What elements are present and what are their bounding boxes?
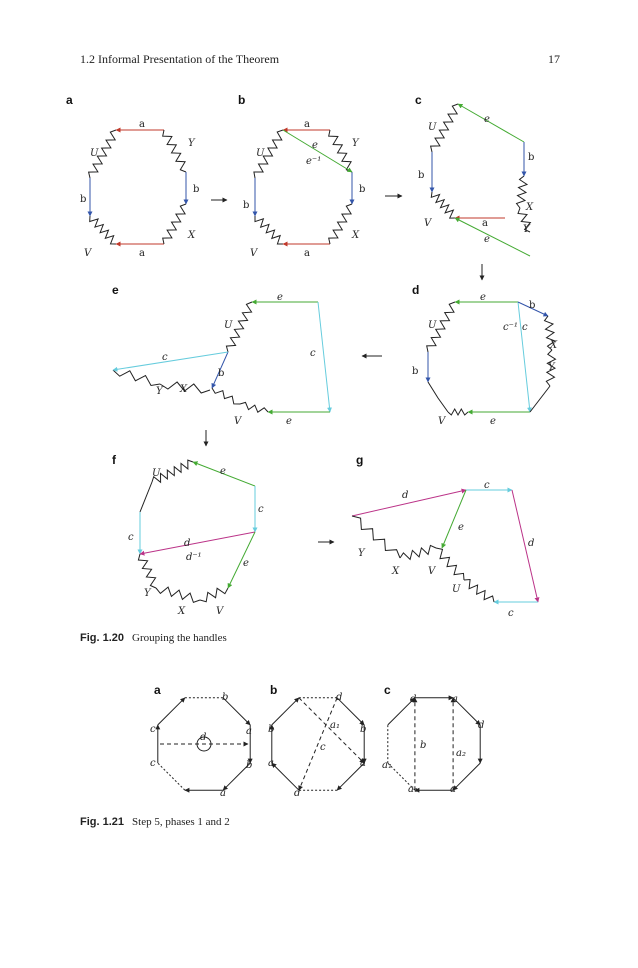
edge-label: c bbox=[128, 532, 134, 543]
edge-label: a bbox=[268, 758, 274, 769]
edge-label: V bbox=[424, 218, 432, 229]
edge-label: d bbox=[410, 694, 417, 705]
edge-label: V bbox=[216, 606, 224, 617]
edge-label: Y bbox=[358, 548, 365, 559]
panel-label: g bbox=[356, 453, 364, 467]
edge-label: a₂ bbox=[456, 748, 466, 759]
edge-label: b bbox=[412, 366, 419, 377]
page-number: 17 bbox=[548, 52, 560, 66]
edge-label: e bbox=[458, 522, 464, 533]
panel-label: b bbox=[238, 93, 246, 107]
edge-label: e bbox=[277, 292, 283, 303]
panel-label: f bbox=[112, 453, 116, 467]
zigzag-boundary bbox=[163, 204, 186, 244]
panel-label: c bbox=[415, 93, 422, 107]
zigzag-boundary bbox=[212, 388, 240, 404]
edge-label: U bbox=[152, 468, 161, 479]
zigzag-boundary bbox=[138, 554, 156, 588]
edge-label: a bbox=[360, 758, 366, 769]
edge-label: U bbox=[452, 584, 461, 595]
edge-label: d bbox=[200, 732, 207, 743]
edge-label: e bbox=[312, 140, 318, 151]
edge-label: U bbox=[428, 320, 437, 331]
figure-1-21-text: Step 5, phases 1 and 2 bbox=[132, 816, 230, 828]
zigzag-boundary bbox=[163, 130, 186, 172]
panel-label: a bbox=[66, 93, 73, 107]
zigzag-boundary bbox=[464, 580, 494, 603]
edge-label: a bbox=[452, 694, 458, 705]
edge-label: a bbox=[304, 248, 310, 259]
edge-label: b bbox=[360, 724, 367, 735]
edge-label: c bbox=[150, 758, 156, 769]
edge-label: d bbox=[184, 538, 191, 549]
edge-arrow bbox=[455, 218, 530, 256]
edge-label: a bbox=[482, 218, 488, 229]
figure-1-21-label: Fig. 1.21 bbox=[80, 816, 125, 828]
edge-label: b bbox=[80, 194, 87, 205]
edge-label: Y bbox=[523, 224, 530, 235]
edge-label: X bbox=[352, 230, 360, 241]
edge-label: a bbox=[220, 788, 226, 799]
zigzag-boundary bbox=[436, 548, 464, 580]
edge-label: U bbox=[224, 320, 233, 331]
zigzag-boundary bbox=[113, 370, 160, 386]
zigzag-boundary bbox=[400, 545, 436, 559]
edge-label: V bbox=[84, 248, 92, 259]
edge-label: V bbox=[428, 566, 436, 577]
edge-label: U bbox=[428, 122, 437, 133]
edge-label: Y bbox=[144, 588, 151, 599]
zigzag-boundary bbox=[329, 130, 352, 172]
edge-arrow bbox=[228, 532, 255, 588]
edge-arrow bbox=[140, 532, 255, 554]
edge-label: c bbox=[258, 504, 264, 515]
edge-label: b bbox=[418, 170, 425, 181]
edge-arrow bbox=[442, 490, 466, 548]
edge-label: d bbox=[528, 538, 535, 549]
edge-label: X bbox=[180, 384, 188, 395]
edge-arrow bbox=[140, 482, 152, 512]
zigzag-boundary bbox=[431, 192, 455, 218]
edge-label: b bbox=[268, 724, 275, 735]
zigzag-boundary bbox=[240, 402, 268, 412]
panel-label: d bbox=[412, 283, 420, 297]
edge-label: a₁ bbox=[408, 784, 418, 795]
edge-label: e⁻¹ bbox=[306, 156, 322, 167]
edge-label: c bbox=[150, 724, 156, 735]
edge-label: a₁ bbox=[382, 760, 392, 771]
edge-arrow bbox=[158, 698, 185, 725]
edge-label: e bbox=[484, 234, 490, 245]
edge-label: e bbox=[220, 466, 226, 477]
edge-arrow bbox=[458, 104, 524, 142]
edge-label: V bbox=[438, 416, 446, 427]
zigzag-boundary bbox=[329, 204, 352, 244]
section-title: 1.2 Informal Presentation of the Theorem bbox=[80, 52, 280, 66]
edge-arrow bbox=[158, 763, 185, 790]
edge-label: b bbox=[420, 740, 427, 751]
zigzag-boundary bbox=[200, 588, 228, 602]
edge-label: a bbox=[139, 119, 145, 130]
edge-label: a bbox=[139, 248, 145, 259]
zigzag-boundary bbox=[448, 409, 468, 415]
zigzag-boundary bbox=[156, 587, 200, 602]
edge-label: a bbox=[304, 119, 310, 130]
edge-label: d bbox=[402, 490, 409, 501]
edge-label: c bbox=[310, 348, 316, 359]
edge-label: U bbox=[256, 148, 265, 159]
edge-label: c bbox=[162, 352, 168, 363]
panel-label: a bbox=[154, 683, 161, 697]
edge-label: a bbox=[246, 726, 252, 737]
edge-label: b bbox=[359, 184, 366, 195]
panel-label: e bbox=[112, 283, 119, 297]
edge-label: U bbox=[90, 148, 99, 159]
edge-label: b bbox=[528, 152, 535, 163]
edge-label: Y bbox=[188, 138, 195, 149]
edge-arrow bbox=[352, 490, 466, 516]
edge-label: b bbox=[193, 184, 200, 195]
edge-label: b bbox=[246, 760, 253, 771]
edge-label: b bbox=[529, 300, 536, 311]
polygon-edge bbox=[428, 382, 448, 412]
edge-label: e bbox=[286, 416, 292, 427]
edge-label: c bbox=[484, 480, 490, 491]
figure-1-20-caption bbox=[80, 632, 227, 644]
edge-arrow bbox=[318, 302, 330, 412]
edge-arrow bbox=[272, 763, 299, 790]
edge-label: d bbox=[478, 720, 485, 731]
edge-arrow bbox=[272, 698, 299, 725]
edge-label: c⁻¹ bbox=[503, 322, 518, 333]
edge-label: X bbox=[550, 340, 558, 351]
edge-arrow bbox=[518, 302, 530, 412]
edge-label: d⁻¹ bbox=[186, 552, 202, 563]
edge-label: d bbox=[336, 692, 343, 703]
edge-label: V bbox=[250, 248, 258, 259]
edge-label: a₁ bbox=[330, 720, 340, 731]
edge-label: e bbox=[480, 292, 486, 303]
figure-1-21-caption bbox=[80, 816, 230, 828]
polygon-edge bbox=[530, 386, 550, 412]
figure-1-20-text: Grouping the handles bbox=[132, 632, 227, 644]
edge-label: b bbox=[243, 200, 250, 211]
edge-label: c bbox=[508, 608, 514, 619]
edge-label: X bbox=[178, 606, 186, 617]
edge-label: X bbox=[526, 202, 534, 213]
edge-label: e bbox=[490, 416, 496, 427]
edge-label: e bbox=[484, 114, 490, 125]
edge-label: b bbox=[222, 692, 229, 703]
edge-label: c bbox=[522, 322, 528, 333]
edge-label: X bbox=[188, 230, 196, 241]
edge-arrow bbox=[453, 763, 480, 790]
edge-arrow bbox=[299, 698, 337, 790]
edge-label: X bbox=[392, 566, 400, 577]
edge-label: d bbox=[294, 788, 301, 799]
edge-label: a bbox=[450, 784, 456, 795]
edge-label: Y bbox=[352, 138, 359, 149]
edge-arrow bbox=[113, 352, 228, 370]
zigzag-boundary bbox=[90, 216, 116, 244]
zigzag-boundary bbox=[255, 216, 283, 244]
edge-label: c bbox=[320, 742, 326, 753]
figure-1-20-label: Fig. 1.20 bbox=[80, 632, 125, 644]
panel-label: c bbox=[384, 683, 391, 697]
panel-label: b bbox=[270, 683, 278, 697]
edge-label: Y bbox=[156, 386, 163, 397]
edge-label: e bbox=[243, 558, 249, 569]
edge-label: V bbox=[234, 416, 242, 427]
edge-label: Y bbox=[548, 362, 555, 373]
edge-label: b bbox=[218, 368, 225, 379]
